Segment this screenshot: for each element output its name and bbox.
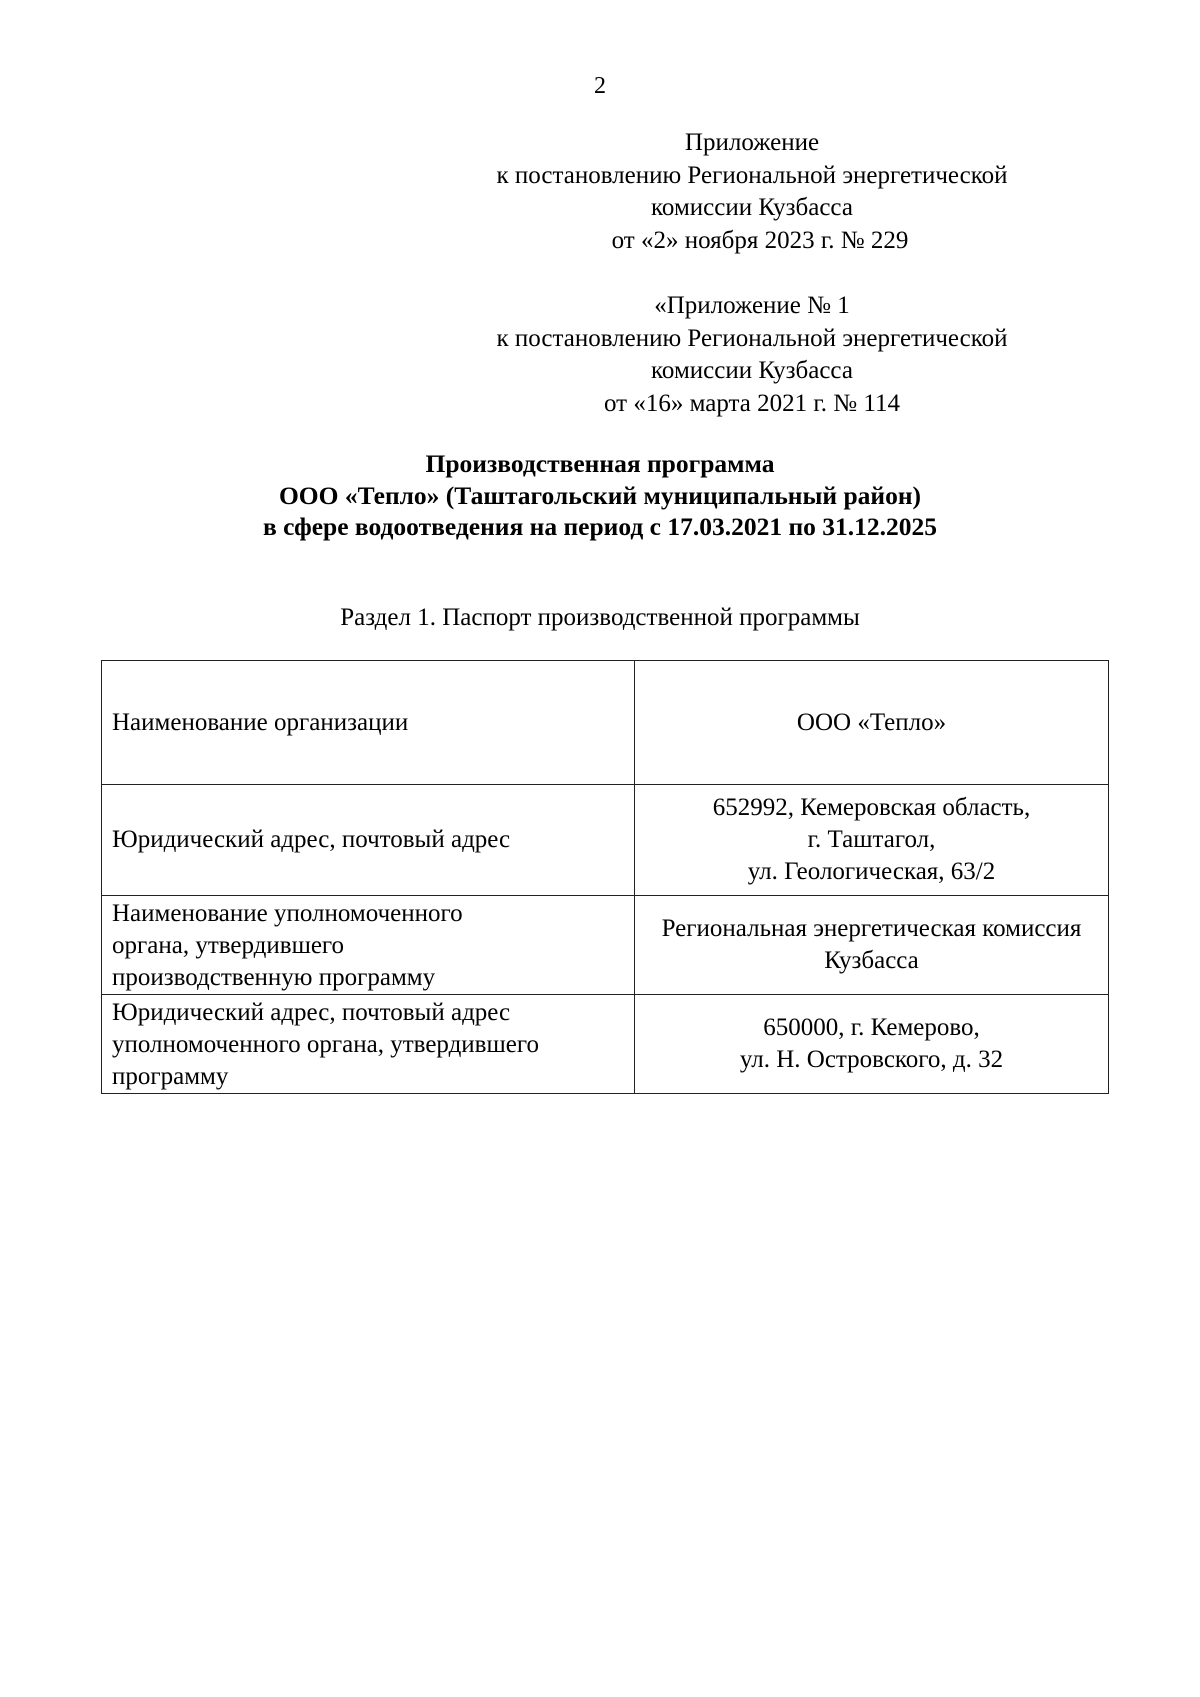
row-value-cell: [635, 661, 1109, 785]
cell-text-line: г. Таштагол,: [807, 826, 936, 853]
appendix-commission-line: комиссии Кузбасса: [651, 357, 853, 384]
document-title-line: ООО «Тепло» (Таштагольский муниципальный район): [278, 480, 922, 510]
row-label-cell: [102, 785, 635, 896]
table-row: [102, 896, 1109, 995]
appendix-date-line: от «2» ноября 2023 г. № 229: [611, 226, 909, 254]
appendix-commission-line: комиссии Кузбасса: [651, 194, 853, 221]
row-value-cell: [635, 995, 1109, 1094]
appendix-resolution-line: к постановлению Региональной энергетической: [496, 324, 1008, 352]
cell-text-line: производственную программу: [112, 964, 436, 991]
cell-text-line: ООО «Тепло»: [796, 708, 947, 736]
page-number: 2: [594, 73, 606, 99]
cell-text-line: ул. Н. Островского, д. 32: [739, 1046, 1004, 1073]
appendix-title: Приложение: [684, 129, 820, 156]
document-title-line: Производственная программа: [425, 449, 775, 478]
row-label-cell: [102, 661, 635, 785]
section-heading: Раздел 1. Паспорт производственной программы: [340, 604, 860, 631]
table-row: [102, 661, 1109, 785]
row-value-cell: [635, 896, 1109, 995]
cell-text-line: Региональная энергетическая комиссия: [661, 915, 1082, 942]
appendix-resolution-line: к постановлению Региональной энергетической: [496, 161, 1008, 189]
cell-text-line: Кузбасса: [824, 947, 919, 974]
cell-text-line: 652992, Кемеровская область,: [712, 794, 1031, 821]
cell-text-line: ул. Геологическая, 63/2: [747, 858, 996, 885]
row-label-cell: [102, 896, 635, 995]
cell-text-line: Наименование организации: [112, 708, 409, 736]
cell-text-line: уполномоченного органа, утвердившего: [112, 1031, 539, 1058]
document-title-line: в сфере водоотведения на период с 17.03.2021 по 31.12.2025: [262, 512, 938, 541]
cell-text-line: Юридический адрес, почтовый адрес: [112, 826, 511, 853]
cell-text-line: программу: [112, 1063, 229, 1090]
cell-text-line: Наименование уполномоченного: [112, 900, 463, 927]
cell-text-line: 650000, г. Кемерово,: [763, 1014, 980, 1041]
table-row: [102, 995, 1109, 1094]
row-value-cell: [635, 785, 1109, 896]
passport-table: [101, 660, 1109, 1094]
row-label-cell: [102, 995, 635, 1094]
cell-text-line: органа, утвердившего: [112, 932, 345, 959]
document-title: [0, 448, 1200, 543]
cell-text-line: Юридический адрес, почтовый адрес: [112, 999, 511, 1026]
appendix-header-original: [452, 290, 1052, 420]
appendix-date-line: от «16» марта 2021 г. № 114: [604, 389, 900, 417]
appendix-header-current: [452, 127, 1052, 257]
table-row: [102, 785, 1109, 896]
appendix-title: «Приложение № 1: [654, 292, 850, 319]
